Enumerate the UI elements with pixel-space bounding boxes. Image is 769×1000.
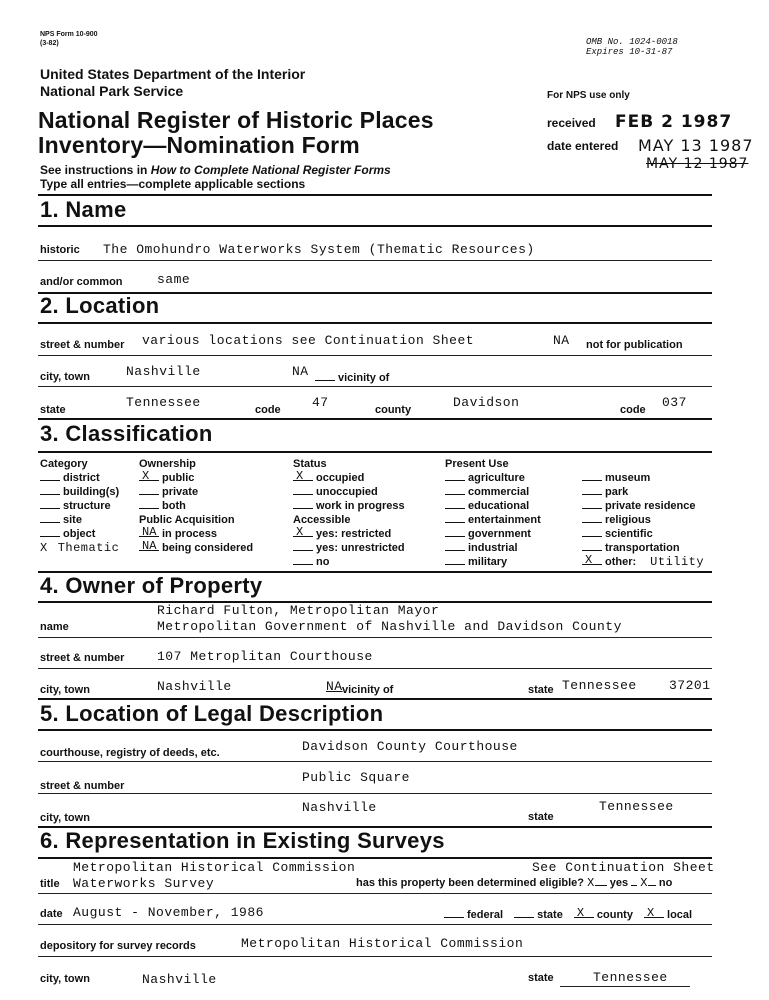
omb-number: OMB No. 1024-0018 bbox=[586, 37, 678, 47]
county-code-label: code bbox=[620, 404, 646, 416]
category-thematic[interactable]: X Thematic bbox=[40, 541, 120, 555]
survey-title-line1[interactable]: Metropolitan Historical Commission bbox=[73, 860, 356, 875]
received-label: received bbox=[547, 116, 596, 130]
present-use-column-1 bbox=[445, 457, 541, 569]
section-2-heading: 2. Location bbox=[40, 293, 160, 318]
street-value[interactable]: various locations see Continuation Sheet bbox=[142, 333, 475, 348]
field-line bbox=[38, 761, 712, 762]
common-name[interactable]: same bbox=[157, 272, 191, 287]
historic-label: historic bbox=[40, 244, 80, 256]
use-scientific[interactable]: scientific bbox=[582, 527, 704, 541]
use-religious[interactable]: religious bbox=[582, 513, 704, 527]
use-other-value[interactable]: Utility bbox=[650, 555, 705, 569]
field-line bbox=[560, 986, 690, 987]
field-line bbox=[38, 668, 712, 669]
legal-city-value[interactable]: Nashville bbox=[302, 800, 377, 815]
eligible-no-label: no bbox=[658, 877, 673, 889]
federal-blank[interactable] bbox=[444, 908, 464, 918]
section-1-heading: 1. Name bbox=[40, 197, 127, 222]
nps-use-only: For NPS use only bbox=[547, 90, 630, 101]
county-level-blank[interactable]: X bbox=[574, 908, 594, 918]
vicinity-blank bbox=[315, 371, 335, 381]
state-label: state bbox=[40, 404, 66, 416]
see-continuation-sheet: See Continuation Sheet bbox=[532, 860, 715, 875]
form-date: (3-82) bbox=[40, 40, 59, 47]
section-rule bbox=[38, 729, 712, 731]
form-title-line2: Inventory—Nomination Form bbox=[38, 132, 360, 158]
use-government[interactable]: government bbox=[445, 527, 541, 541]
ownership-both[interactable]: both bbox=[139, 499, 253, 513]
acquisition-heading: Public Acquisition bbox=[139, 514, 235, 526]
vicinity-text: vicinity of bbox=[338, 372, 390, 384]
section-rule bbox=[38, 698, 712, 700]
section-rule bbox=[38, 857, 712, 859]
category-heading: Category bbox=[40, 458, 88, 470]
depository-value[interactable]: Metropolitan Historical Commission bbox=[241, 936, 524, 951]
survey-level bbox=[444, 908, 692, 921]
received-stamp: FEB 2 1987 bbox=[615, 112, 733, 132]
use-educational[interactable]: educational bbox=[445, 499, 541, 513]
courthouse-value[interactable]: Davidson County Courthouse bbox=[302, 739, 518, 754]
survey-date-label: date bbox=[40, 908, 63, 920]
owner-street-value[interactable]: 107 Metroplitan Courthouse bbox=[157, 649, 373, 664]
section-rule bbox=[38, 451, 712, 453]
use-transportation[interactable]: transportation bbox=[582, 541, 704, 555]
owner-vicinity-mark[interactable]: NA bbox=[326, 679, 343, 694]
city-label: city, town bbox=[40, 371, 90, 383]
field-line bbox=[38, 924, 712, 925]
eligible-yes-blank bbox=[595, 876, 607, 886]
eligible-yes-label: yes bbox=[609, 877, 629, 889]
form-title-line1: National Register of Historic Places bbox=[38, 107, 434, 133]
ownership-public[interactable]: X public bbox=[139, 471, 253, 485]
federal-label: federal bbox=[467, 909, 504, 921]
category-district[interactable]: district bbox=[40, 471, 119, 485]
eligible-no-blank bbox=[631, 876, 637, 886]
legal-city-label: city, town bbox=[40, 812, 90, 824]
owner-zip-value[interactable]: 37201 bbox=[669, 678, 711, 693]
use-park[interactable]: park bbox=[582, 485, 704, 499]
expires-date: Expires 10-31-87 bbox=[586, 47, 673, 57]
survey-state-value[interactable]: Tennessee bbox=[593, 970, 668, 985]
eligible-label: has this property been determined eligible? bbox=[356, 877, 584, 889]
survey-date-value[interactable]: August - November, 1986 bbox=[73, 905, 264, 920]
service-title: National Park Service bbox=[40, 83, 184, 99]
eligible-question bbox=[356, 876, 672, 890]
status-heading: Status bbox=[293, 458, 327, 470]
status-work-in-progress[interactable]: work in progress bbox=[293, 499, 405, 513]
ownership-heading: Ownership bbox=[139, 458, 196, 470]
date-entered-label: date entered bbox=[547, 139, 619, 153]
legal-state-label: state bbox=[528, 811, 554, 823]
present-use-heading: Present Use bbox=[445, 458, 509, 470]
ownership-column bbox=[139, 457, 253, 555]
legal-street-label: street & number bbox=[40, 780, 125, 792]
owner-vicinity-label: vicinity of bbox=[342, 684, 394, 696]
section-rule bbox=[38, 418, 712, 420]
accessible-restricted[interactable]: X yes: restricted bbox=[293, 527, 405, 541]
courthouse-label: courthouse, registry of deeds, etc. bbox=[40, 747, 220, 759]
use-agriculture[interactable]: agriculture bbox=[445, 471, 541, 485]
survey-title-label: title bbox=[40, 878, 60, 890]
field-line bbox=[38, 793, 712, 794]
vicinity-label bbox=[315, 371, 389, 384]
county-code-value[interactable]: 037 bbox=[662, 395, 687, 410]
accessible-unrestricted[interactable]: yes: unrestricted bbox=[293, 541, 405, 555]
instructions-line1 bbox=[40, 163, 391, 177]
street-label: street & number bbox=[40, 339, 125, 351]
common-name-label: and/or common bbox=[40, 276, 123, 288]
state-code-value[interactable]: 47 bbox=[312, 395, 329, 410]
field-line bbox=[38, 386, 712, 387]
eligible-no-blank2 bbox=[648, 876, 656, 886]
owner-state-value[interactable]: Tennessee bbox=[562, 678, 637, 693]
eligible-no-mark[interactable]: X bbox=[640, 876, 648, 890]
date-entered-stamp: MAY 13 1987 bbox=[638, 136, 754, 155]
use-commercial[interactable]: commercial bbox=[445, 485, 541, 499]
status-occupied[interactable]: X occupied bbox=[293, 471, 405, 485]
section-3-heading: 3. Classification bbox=[40, 421, 213, 446]
category-column bbox=[40, 457, 119, 555]
county-level-label: county bbox=[596, 909, 633, 921]
use-military[interactable]: military bbox=[445, 555, 541, 569]
section-rule bbox=[38, 322, 712, 324]
legal-state-value[interactable]: Tennessee bbox=[599, 799, 674, 814]
accessible-no[interactable]: no bbox=[293, 555, 405, 569]
owner-state-label: state bbox=[528, 684, 554, 696]
present-use-column-2 bbox=[582, 471, 704, 569]
legal-street-value[interactable]: Public Square bbox=[302, 770, 410, 785]
section-6-heading: 6. Representation in Existing Surveys bbox=[40, 828, 445, 853]
category-site[interactable]: site bbox=[40, 513, 119, 527]
use-other[interactable]: X other: Utility bbox=[582, 555, 704, 569]
ownership-private[interactable]: private bbox=[139, 485, 253, 499]
local-level-blank[interactable]: X bbox=[644, 908, 664, 918]
survey-city-value[interactable]: Nashville bbox=[142, 972, 217, 987]
owner-city-value[interactable]: Nashville bbox=[157, 679, 232, 694]
owner-name-label: name bbox=[40, 621, 69, 633]
eligible-yes-mark[interactable]: X bbox=[587, 876, 595, 890]
date-entered-struck: MAY 12 1987 bbox=[646, 156, 749, 172]
section-4-heading: 4. Owner of Property bbox=[40, 573, 263, 598]
field-line bbox=[38, 956, 712, 957]
survey-title-line2[interactable]: Waterworks Survey bbox=[73, 876, 215, 891]
survey-city-label: city, town bbox=[40, 973, 90, 985]
acquisition-being-considered[interactable]: NA being considered bbox=[139, 541, 253, 555]
vicinity-mark[interactable]: NA bbox=[292, 364, 309, 379]
department-title: United States Department of the Interior bbox=[40, 66, 306, 82]
owner-street-label: street & number bbox=[40, 652, 125, 664]
use-entertainment[interactable]: entertainment bbox=[445, 513, 541, 527]
category-structure[interactable]: structure bbox=[40, 499, 119, 513]
state-level-blank[interactable] bbox=[514, 908, 534, 918]
instructions-line2: Type all entries—complete applicable sections bbox=[40, 177, 306, 191]
category-object[interactable]: object bbox=[40, 527, 119, 541]
state-level-label: state bbox=[537, 909, 563, 921]
field-line bbox=[38, 893, 712, 894]
owner-name-line1[interactable]: Richard Fulton, Metropolitan Mayor bbox=[157, 603, 440, 618]
state-value[interactable]: Tennessee bbox=[126, 395, 201, 410]
county-value[interactable]: Davidson bbox=[453, 395, 520, 410]
accessible-heading: Accessible bbox=[293, 514, 351, 526]
status-column bbox=[293, 457, 405, 569]
field-line bbox=[38, 637, 712, 638]
acquisition-in-process[interactable]: NA in process bbox=[139, 527, 253, 541]
section-5-heading: 5. Location of Legal Description bbox=[40, 701, 384, 726]
use-private-residence[interactable]: private residence bbox=[582, 499, 704, 513]
status-unoccupied[interactable]: unoccupied bbox=[293, 485, 405, 499]
owner-name-line2[interactable]: Metropolitan Government of Nashville and Davidson County bbox=[157, 619, 622, 634]
state-code-label: code bbox=[255, 404, 281, 416]
category-buildings[interactable]: building(s) bbox=[40, 485, 119, 499]
owner-city-label: city, town bbox=[40, 684, 90, 696]
instructions-emphasis: How to Complete National Register Forms bbox=[150, 163, 391, 177]
historic-name[interactable]: The Omohundro Waterworks System (Thematic Resources) bbox=[103, 242, 535, 257]
depository-label: depository for survey records bbox=[40, 940, 196, 952]
city-value[interactable]: Nashville bbox=[126, 364, 201, 379]
use-industrial[interactable]: industrial bbox=[445, 541, 541, 555]
not-for-publication-mark[interactable]: NA bbox=[553, 333, 570, 348]
survey-state-label: state bbox=[528, 972, 554, 984]
county-label: county bbox=[375, 404, 412, 416]
section-rule bbox=[38, 225, 712, 227]
field-line bbox=[38, 355, 712, 356]
section-rule bbox=[38, 194, 712, 196]
field-line bbox=[38, 260, 712, 261]
instructions-prefix: See instructions in bbox=[40, 163, 151, 177]
not-for-publication-label: not for publication bbox=[586, 339, 683, 351]
local-level-label: local bbox=[667, 909, 693, 921]
use-museum[interactable]: museum bbox=[582, 471, 704, 485]
form-number: NPS Form 10-900 bbox=[40, 31, 98, 38]
